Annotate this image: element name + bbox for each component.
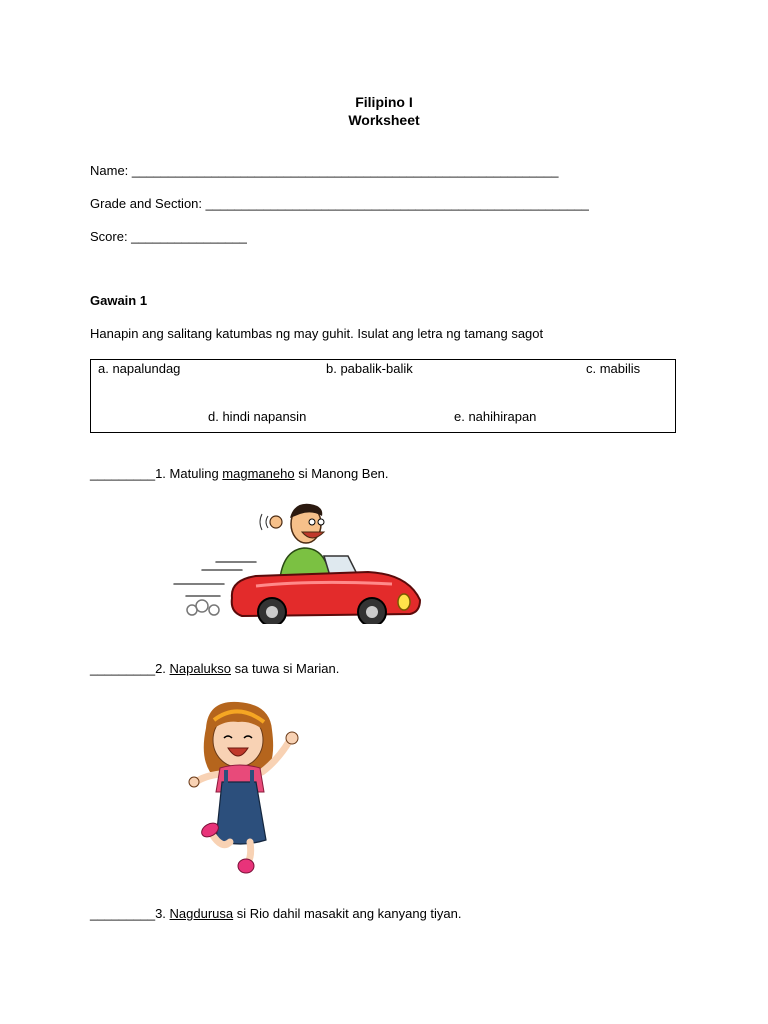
choices-box bbox=[90, 359, 676, 433]
question-number: 2. bbox=[155, 661, 170, 676]
answer-blank: _________ bbox=[90, 906, 156, 921]
choice-c: c. mabilis bbox=[586, 361, 641, 376]
man-driving-car-illustration bbox=[172, 500, 424, 624]
activity-heading: Gawain 1 bbox=[90, 293, 148, 308]
question-number: 1. bbox=[155, 466, 170, 481]
choice-b: b. pabalik-balik bbox=[326, 361, 413, 376]
worksheet-title-line2: Worksheet bbox=[348, 112, 420, 128]
underlined-word: Napalukso bbox=[169, 661, 231, 676]
question-text-before: Matuling bbox=[169, 466, 223, 481]
choice-d: d. hindi napansin bbox=[208, 409, 307, 424]
activity-instruction: Hanapin ang salitang katumbas ng may guhit. Isulat ang letra ng tamang sagot bbox=[90, 326, 544, 341]
choice-a: a. napalundag bbox=[98, 361, 181, 376]
worksheet-title-line1: Filipino I bbox=[355, 94, 413, 110]
question-item-2 bbox=[90, 661, 339, 676]
underlined-word: Nagdurusa bbox=[169, 906, 234, 921]
question-text-after: si Rio dahil masakit ang kanyang tiyan. bbox=[233, 906, 462, 921]
underlined-word: magmaneho bbox=[222, 466, 295, 481]
jumping-girl-illustration bbox=[186, 700, 302, 878]
score-field: Score: ________________ bbox=[90, 229, 247, 244]
question-item-1 bbox=[90, 466, 389, 481]
name-field: Name: ___________________________________________________________ bbox=[90, 163, 559, 178]
question-number: 3. bbox=[155, 906, 170, 921]
answer-blank: _________ bbox=[90, 466, 156, 481]
grade-section-field: Grade and Section: _____________________________________________________ bbox=[90, 196, 589, 211]
question-text-after: si Manong Ben. bbox=[294, 466, 389, 481]
question-text-after: sa tuwa si Marian. bbox=[230, 661, 340, 676]
answer-blank: _________ bbox=[90, 661, 156, 676]
choice-e: e. nahihirapan bbox=[454, 409, 537, 424]
question-item-3 bbox=[90, 906, 462, 921]
